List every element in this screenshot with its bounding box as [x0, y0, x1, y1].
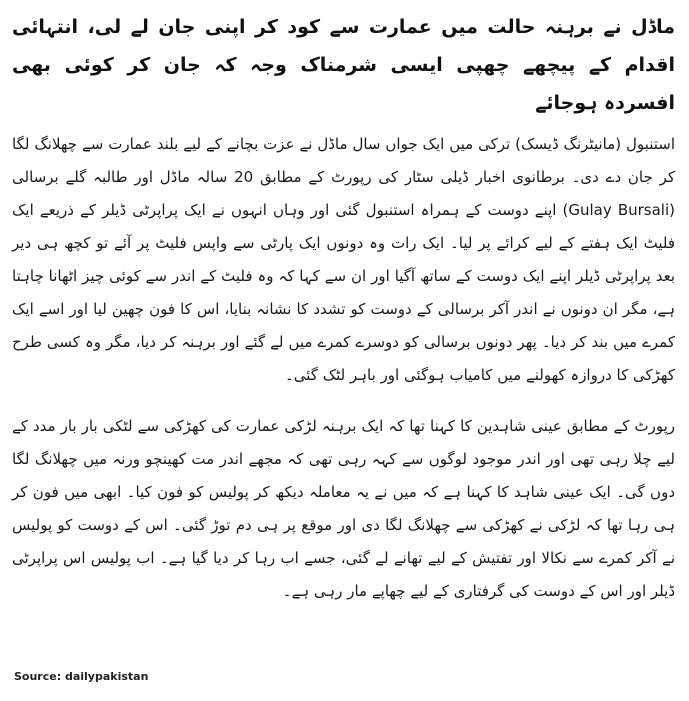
- article-title: ماڈل نے برہنہ حالت میں عمارت سے کود کر اپنی جان لے لی، انتہائی اقدام کے پیچھے چھپی ایسی شرمناک وجہ کہ جان کر کوئی بھی افسردہ ہوجائے: [12, 16, 675, 114]
- article-paragraph-1: استنبول (مانیٹرنگ ڈیسک) ترکی میں ایک جواں سال ماڈل نے عزت بچانے کے لیے بلند عمارت سے چھلانگ لگا کر جان دے دی۔ برطانوی اخبار ڈیلی سٹار کی رپورٹ کے مطابق 20 سالہ ماڈل اور طالبہ گلے برسالی (Gulay Bursali) اپنے دوست کے ہمراہ استنبول گئی اور وہاں انہوں نے ایک پراپرٹی ڈیلر کے ذریعے ایک فلیٹ ایک ہفتے کے لیے کرائے پر لیا۔ ایک رات وہ دونوں ایک پارٹی سے واپس فلیٹ پر آئے تو کچھ ہی دیر بعد پراپرٹی ڈیلر اپنے ایک دوست کے ساتھ آگیا اور ان سے کہا کہ وہ فلیٹ کے اندر سے کوئی چیز اٹھانا چاہتا ہے، مگر ان دونوں نے اندر آکر برسالی کے دوست کو تشدد کا نشانہ بنایا، اس کا فون چھین لیا اور اسے ایک کمرے میں بند کر دیا۔ پھر دونوں برسالی کو دوسرے کمرے میں لے گئے اور برہنہ کر دیا، مگر وہ کسی طرح کھڑکی کا دروازہ کھولنے میں کامیاب ہوگئی اور باہر لٹک گئی۔: [12, 135, 675, 384]
- source-credit: Source: dailypakistan: [14, 670, 149, 683]
- article-paragraph-2: رپورٹ کے مطابق عینی شاہدین کا کہنا تھا کہ ایک برہنہ لڑکی عمارت کی کھڑکی سے لٹکی بار بار مدد کے لیے چلا رہی تھی اور اندر موجود لوگوں سے کہہ رہی تھی کہ مجھے اندر مت کھینچو ورنہ میں چھلانگ لگا دوں گی۔ ایک عینی شاہد کا کہنا ہے کہ میں نے یہ معاملہ دیکھ کر پولیس کو فون کیا۔ ابھی میں فون کر ہی رہا تھا کہ لڑکی نے کھڑکی سے چھلانگ لگا دی اور موقع پر ہی دم توڑ گئی۔ اس کے دوست کو پولیس نے آکر کمرے سے نکالا اور تفتیش کے لیے تھانے لے گئی، جسے اب رہا کر دیا گیا ہے۔ اب پولیس اس پراپرٹی ڈیلر اور اس کے دوست کی گرفتاری کے لیے چھاپے مار رہی ہے۔: [12, 417, 675, 600]
